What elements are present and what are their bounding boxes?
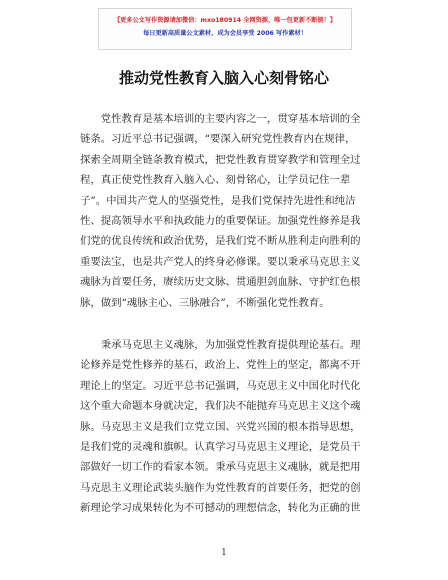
paragraph-line: 是我们党的灵魂和旗帜。认真学习马克思主义理论，是党员干 xyxy=(80,440,361,453)
promo-banner xyxy=(98,8,352,50)
paragraph-line: 党性教育是基本培训的主要内容之一，贯穿基本培训的全 xyxy=(80,113,361,125)
paragraph-line: 重要法宝，也是共产党人的终身必修课。要以秉承马克思主义 xyxy=(80,255,361,268)
paragraph-line: 们党的优良传统和政治优势，是我们党不断从胜利走向胜利的 xyxy=(80,235,361,248)
paragraph-line: 论修养是党性修养的基石，政治上、党性上的坚定，都离不开 xyxy=(80,359,361,372)
paragraph-line: 脉。马克思主义是我们立党立国、兴党兴国的根本指导思想， xyxy=(80,420,361,433)
paragraph-line: 程，真正使党性教育入脑入心、刻骨铭心，让学员记住一辈 xyxy=(80,174,351,187)
paragraph-1 xyxy=(80,109,368,313)
paragraph-line: 链条。习近平总书记强调，“要深入研究党性教育内在规律， xyxy=(80,133,356,146)
document-title: 推动党性教育入脑入心刻骨铭心 xyxy=(118,69,329,87)
paragraph-line: 魂脉为首要任务，赓续历史文脉、贯通胆剑血脉、守护红色根 xyxy=(80,276,361,289)
paragraph-2 xyxy=(80,335,368,519)
paragraph-line: 新理论学习成果转化为不可撼动的理想信念，转化为正确的世 xyxy=(80,502,361,515)
promo-banner-line-2: 每日更新高质量公文素材，成为会员享受 2006 写作素材！ xyxy=(143,30,307,37)
paragraph-line: 探索全周期全链条教育模式，把党性教育贯穿教学和管理全过 xyxy=(80,153,361,166)
promo-banner-line-1: 【更多公文写作资源请加微信：mxo180914 全网资源，唯一包更新不断链！】 xyxy=(113,17,337,24)
paragraph-line: 马克思主义理论武装头脑作为党性教育的首要任务，把党的创 xyxy=(80,481,361,494)
paragraph-line: 性、提高领导水平和执政能力的重要保证。加强党性修养是我 xyxy=(80,214,361,227)
paragraph-line: 脉，做到“魂脉主心、三脉融合”，不断强化党性教育。 xyxy=(80,296,330,309)
paragraph-line: 子”。中国共产党人的坚强党性，是我们党保持先进性和纯洁 xyxy=(80,194,356,207)
paragraph-line: 这个重大命题本身就决定，我们决不能抛弃马克思主义这个魂 xyxy=(80,400,361,413)
paragraph-line: 秉承马克思主义魂脉，为加强党性教育提供理论基石。理 xyxy=(80,339,361,351)
page-number: 1 xyxy=(221,548,227,558)
paragraph-line: 部做好一切工作的看家本领。秉承马克思主义魂脉，就是把用 xyxy=(80,461,361,474)
paragraph-line: 理论上的坚定。习近平总书记强调，马克思主义中国化时代化 xyxy=(80,379,361,392)
